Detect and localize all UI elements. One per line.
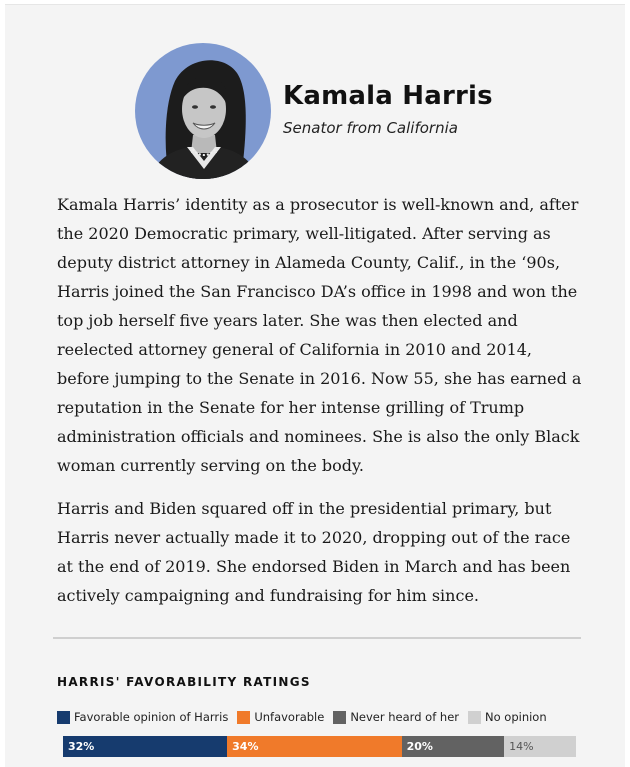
- legend-label: Unfavorable: [254, 710, 325, 724]
- bar-segment-no-opinion: 14%: [504, 736, 576, 757]
- candidate-header: [135, 43, 493, 179]
- candidate-portrait: [135, 43, 271, 179]
- legend-item-unfavorable: [237, 710, 324, 724]
- bio-paragraph: Harris and Biden squared off in the presidential primary, but Harris never actually made it to 2020, dropping out of the race at the end of 2019. She endorsed Biden in March and has been actively campaigning and fundraising for him since.: [57, 499, 571, 605]
- legend-label: Favorable opinion of Harris: [74, 710, 229, 724]
- candidate-bio: [57, 190, 582, 624]
- legend-item-never-heard: [333, 710, 459, 724]
- favorability-legend: [57, 710, 556, 724]
- name-block: [283, 81, 493, 137]
- favorability-bar: [63, 736, 576, 757]
- legend-swatch: [237, 711, 250, 724]
- legend-swatch: [468, 711, 481, 724]
- legend-item-no-opinion: [468, 710, 547, 724]
- legend-swatch: [333, 711, 346, 724]
- bio-paragraph: Kamala Harris’ identity as a prosecutor is well-known and, after the 2020 Democratic primary, well-litigated. After serving as deputy district attorney in Alameda County, Calif., in the ‘90s, Harris joined the San Francisco DA’s office in 1998 and won the top job herself five years later. She was then elected and reelected attorney general of California in 2010 and 2014, before jumping to the Senate in 2016. Now 55, she has earned a reputation in the Senate for her intense grilling of Trump administration officials and nominees. She is also the only Black woman currently serving on the body.: [57, 195, 582, 475]
- favorability-title: HARRIS' FAVORABILITY RATINGS: [57, 675, 311, 689]
- bar-segment-favorable: 32%: [63, 736, 227, 757]
- candidate-name: Kamala Harris: [283, 81, 493, 111]
- legend-label: Never heard of her: [350, 710, 459, 724]
- bar-segment-unfavorable: 34%: [227, 736, 401, 757]
- portrait-image: [135, 43, 271, 179]
- legend-swatch: [57, 711, 70, 724]
- section-divider: [53, 637, 581, 639]
- candidate-card: [5, 4, 625, 767]
- legend-label: No opinion: [485, 710, 547, 724]
- candidate-title: Senator from California: [283, 119, 458, 137]
- legend-item-favorable: [57, 710, 228, 724]
- bar-segment-never-heard: 20%: [402, 736, 505, 757]
